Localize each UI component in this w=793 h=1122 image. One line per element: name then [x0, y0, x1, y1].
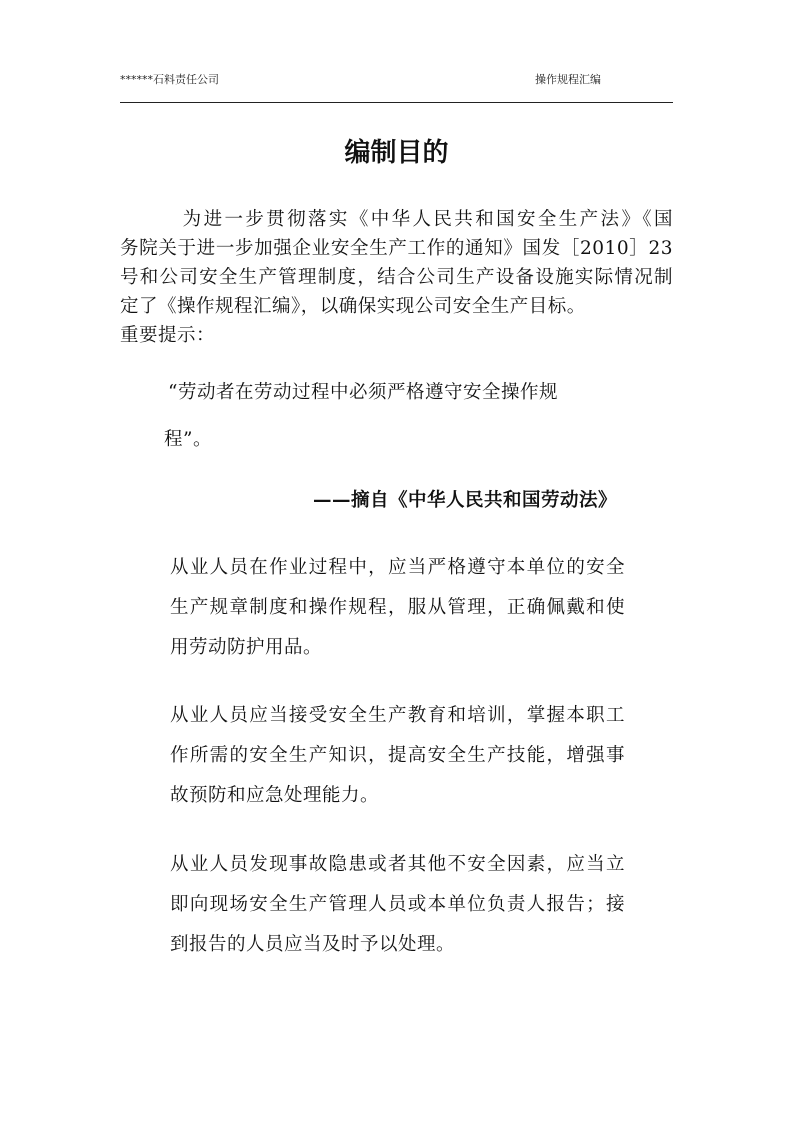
- quote-attribution: ——摘自《中华人民共和国劳动法》: [312, 490, 617, 511]
- intro-line: 号和公司安全生产管理制度，结合公司生产设备设施实际情况制: [120, 267, 673, 288]
- paragraph-line: 生产规章制度和操作规程，服从管理，正确佩戴和使: [170, 597, 625, 618]
- paragraph-line: 到报告的人员应当及时予以处理。: [170, 934, 456, 955]
- intro-line: 务院关于进一步加强企业安全生产工作的通知》国发［2010］23: [120, 238, 673, 259]
- intro-line: 为进一步贯彻落实《中华人民共和国安全生产法》《国: [120, 209, 673, 230]
- intro-line: 定了《操作规程汇编》，以确保实现公司安全生产目标。: [120, 296, 586, 317]
- paragraph-line: 故预防和应急处理能力。: [170, 785, 380, 806]
- notice-label: 重要提示：: [120, 325, 216, 346]
- page-title: 编制目的: [344, 138, 449, 168]
- paragraph-line: 作所需的安全生产知识，提高安全生产技能，增强事: [170, 745, 625, 766]
- quote-line: “劳动者在劳动过程中必须严格遵守安全操作规: [168, 382, 558, 403]
- paragraph-line: 即向现场安全生产管理人员或本单位负责人报告；接: [170, 894, 625, 915]
- paragraph-line: 从业人员应当接受安全生产教育和培训，掌握本职工: [170, 705, 625, 726]
- quote-line: 程”。: [164, 429, 212, 450]
- header-company: ******石料责任公司: [120, 73, 219, 86]
- paragraph-line: 用劳动防护用品。: [170, 637, 323, 658]
- paragraph-line: 从业人员在作业过程中，应当严格遵守本单位的安全: [170, 557, 625, 578]
- header-doc-name: 操作规程汇编: [535, 73, 601, 86]
- header-rule: [120, 102, 673, 103]
- paragraph-line: 从业人员发现事故隐患或者其他不安全因素，应当立: [170, 854, 625, 875]
